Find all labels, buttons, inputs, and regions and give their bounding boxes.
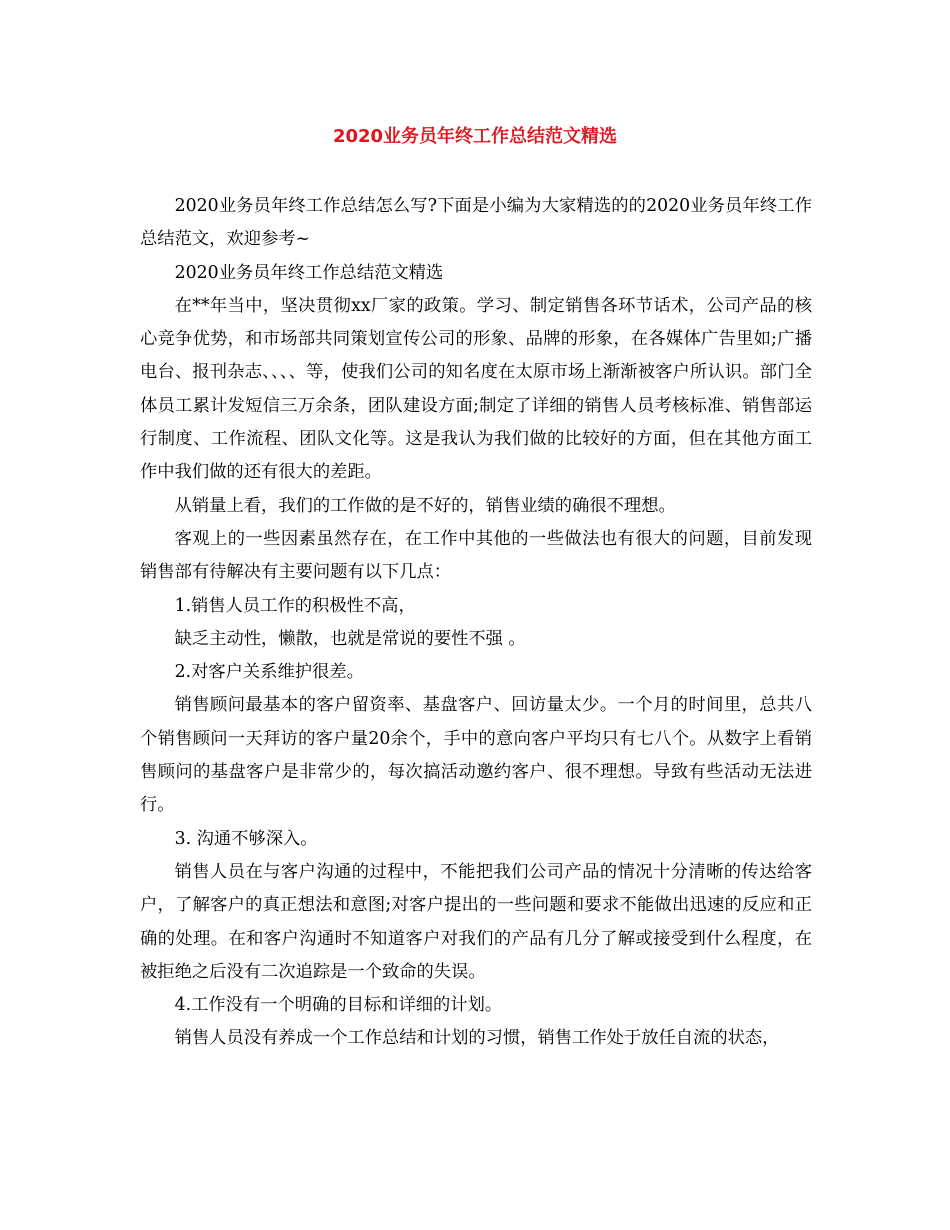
paragraph: 2.对客户关系维护很差。 bbox=[174, 662, 364, 683]
paragraph: 客观上的一些因素虽然存在，在工作中其他的一些做法也有很大的问题，目前发现销售部有待解决有主要问题有以下几点： bbox=[140, 528, 812, 583]
document-body bbox=[140, 190, 812, 1056]
paragraph: 销售人员没有养成一个工作总结和计划的习惯，销售工作处于放任自流的状态， bbox=[174, 1028, 780, 1049]
paragraph: 2020业务员年终工作总结怎么写?下面是小编为大家精选的的2020业务员年终工作总结范文，欢迎参考~ bbox=[140, 196, 812, 250]
paragraph: 3. 沟通不够深入。 bbox=[174, 828, 318, 849]
paragraph: 销售人员在与客户沟通的过程中，不能把我们公司产品的情况十分清晰的传达给客户，了解客户的真正想法和意图;对客户提出的一些问题和要求不能做出迅速的反应和正确的处理。在和客户沟通时不知道客户对我们的产品有几分了解或接受到什么程度，在被拒绝之后没有二次追踪是一个致命的失误。 bbox=[140, 861, 812, 982]
document-title: 2020业务员年终工作总结范文精选 bbox=[332, 126, 618, 147]
paragraph: 从销量上看，我们的工作做的是不好的，销售业绩的确很不理想。 bbox=[174, 495, 676, 516]
paragraph: 4.工作没有一个明确的目标和详细的计划。 bbox=[174, 995, 503, 1016]
paragraph: 销售顾问最基本的客户留资率、基盘客户、回访量太少。一个月的时间里，总共八个销售顾问一天拜访的客户量20余个，手中的意向客户平均只有七八个。从数字上看销售顾问的基盘客户是非常少的，每次搞活动邀约客户、很不理想。导致有些活动无法进行。 bbox=[140, 695, 812, 816]
paragraph: 1.销售人员工作的积极性不高， bbox=[174, 595, 416, 616]
paragraph: 在**年当中，坚决贯彻xx厂家的政策。学习、制定销售各环节话术，公司产品的核心竞争优势，和市场部共同策划宣传公司的形象、品牌的形象，在各媒体广告里如;广播电台、报刊杂志、、、、等，使我们公司的知名度在太原市场上渐渐被客户所认识。部门全体员工累计发短信三万余条，团队建设方面;制定了详细的销售人员考核标准、销售部运行制度、工作流程、团队文化等。这是我认为我们做的比较好的方面，但在其他方面工作中我们做的还有很大的差距。 bbox=[140, 295, 812, 483]
paragraph: 2020业务员年终工作总结范文精选 bbox=[174, 262, 444, 283]
paragraph: 缺乏主动性，懒散，也就是常说的要性不强 。 bbox=[174, 628, 526, 649]
